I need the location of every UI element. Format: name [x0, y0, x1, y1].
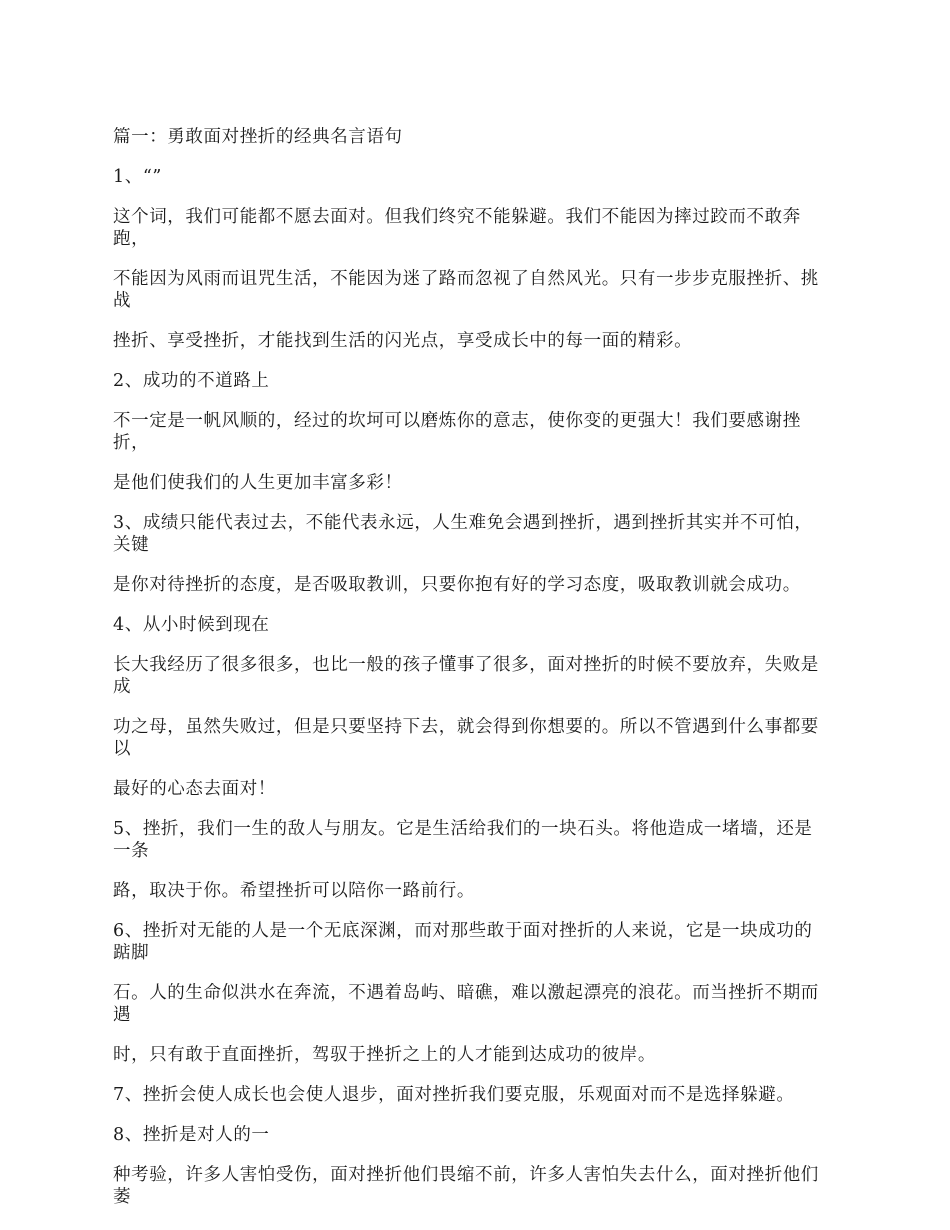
text-line: 3、成绩只能代表过去，不能代表永远，人生难免会遇到挫折，遇到挫折其实并不可怕， — [113, 513, 813, 533]
paragraph — [113, 1124, 843, 1146]
document-title — [113, 126, 843, 148]
paragraph — [113, 574, 843, 596]
text-line: 篇一：勇敢面对挫折的经典名言语句 — [113, 127, 403, 147]
paragraph — [113, 654, 843, 698]
text-line: 战 — [113, 291, 132, 311]
text-line: 6、挫折对无能的人是一个无底深渊，而对那些敢于面对挫折的人来说，它是一块成功的 — [113, 921, 813, 941]
paragraph — [113, 166, 843, 188]
text-line: 时，只有敢于直面挫折，驾驭于挫折之上的人才能到达成功的彼岸。 — [113, 1045, 656, 1065]
text-line: 7、挫折会使人成长也会使人退步，面对挫折我们要克服，乐观面对而不是选择躲避。 — [113, 1085, 795, 1105]
text-line: 关键 — [113, 535, 150, 555]
paragraph — [113, 512, 843, 556]
paragraph — [113, 330, 843, 352]
text-line: 8、挫折是对人的一 — [113, 1125, 270, 1145]
text-line: 1、“” — [113, 167, 162, 187]
text-line: 5、挫折，我们一生的敌人与朋友。它是生活给我们的一块石头。将他造成一堵墙，还是 — [113, 819, 813, 839]
paragraph — [113, 614, 843, 636]
text-line: 长大我经历了很多很多，也比一般的孩子懂事了很多，面对挫折的时候不要放弃，失败是 — [113, 655, 819, 675]
text-line: 功之母，虽然失败过，但是只要坚持下去，就会得到你想要的。所以不管遇到什么事都要 — [113, 717, 819, 737]
text-line: 4、从小时候到现在 — [113, 615, 270, 635]
paragraph — [113, 818, 843, 862]
text-line: 2、成功的不道路上 — [113, 371, 270, 391]
text-line: 是你对待挫折的态度，是否吸取教训，只要你抱有好的学习态度，吸取教训就会成功。 — [113, 575, 801, 595]
text-line: 一条 — [113, 841, 150, 861]
text-line: 萎 — [113, 1187, 132, 1207]
text-line: 种考验，许多人害怕受伤，面对挫折他们畏缩不前，许多人害怕失去什么，面对挫折他们 — [113, 1165, 819, 1185]
paragraph — [113, 716, 843, 760]
text-line: 是他们使我们的人生更加丰富多彩！ — [113, 473, 403, 493]
paragraph — [113, 920, 843, 964]
text-line: 这个词，我们可能都不愿去面对。但我们终究不能躲避。我们不能因为摔过跤而不敢奔 — [113, 207, 801, 227]
paragraph — [113, 778, 843, 800]
paragraph — [113, 1044, 843, 1066]
text-line: 跑， — [113, 229, 150, 249]
paragraph — [113, 370, 843, 392]
paragraph — [113, 1084, 843, 1106]
text-line: 不能因为风雨而诅咒生活，不能因为迷了路而忽视了自然风光。只有一步步克服挫折、挑 — [113, 269, 819, 289]
paragraph — [113, 880, 843, 902]
text-line: 成 — [113, 677, 132, 697]
text-line: 以 — [113, 739, 132, 759]
paragraph — [113, 472, 843, 494]
paragraph — [113, 268, 843, 312]
paragraph — [113, 410, 843, 454]
text-line: 踮脚 — [113, 943, 150, 963]
text-line: 路，取决于你。希望挫折可以陪你一路前行。 — [113, 881, 475, 901]
paragraph — [113, 1164, 843, 1208]
text-line: 折， — [113, 433, 150, 453]
paragraph — [113, 206, 843, 250]
text-line: 最好的心态去面对！ — [113, 779, 276, 799]
paragraph — [113, 982, 843, 1026]
text-line: 挫折、享受挫折，才能找到生活的闪光点，享受成长中的每一面的精彩。 — [113, 331, 693, 351]
document-page — [113, 126, 843, 1226]
text-line: 石。人的生命似洪水在奔流，不遇着岛屿、暗礁，难以激起漂亮的浪花。而当挫折不期而 — [113, 983, 819, 1003]
text-line: 遇 — [113, 1005, 132, 1025]
text-line: 不一定是一帆风顺的，经过的坎坷可以磨炼你的意志，使你变的更强大！我们要感谢挫 — [113, 411, 801, 431]
